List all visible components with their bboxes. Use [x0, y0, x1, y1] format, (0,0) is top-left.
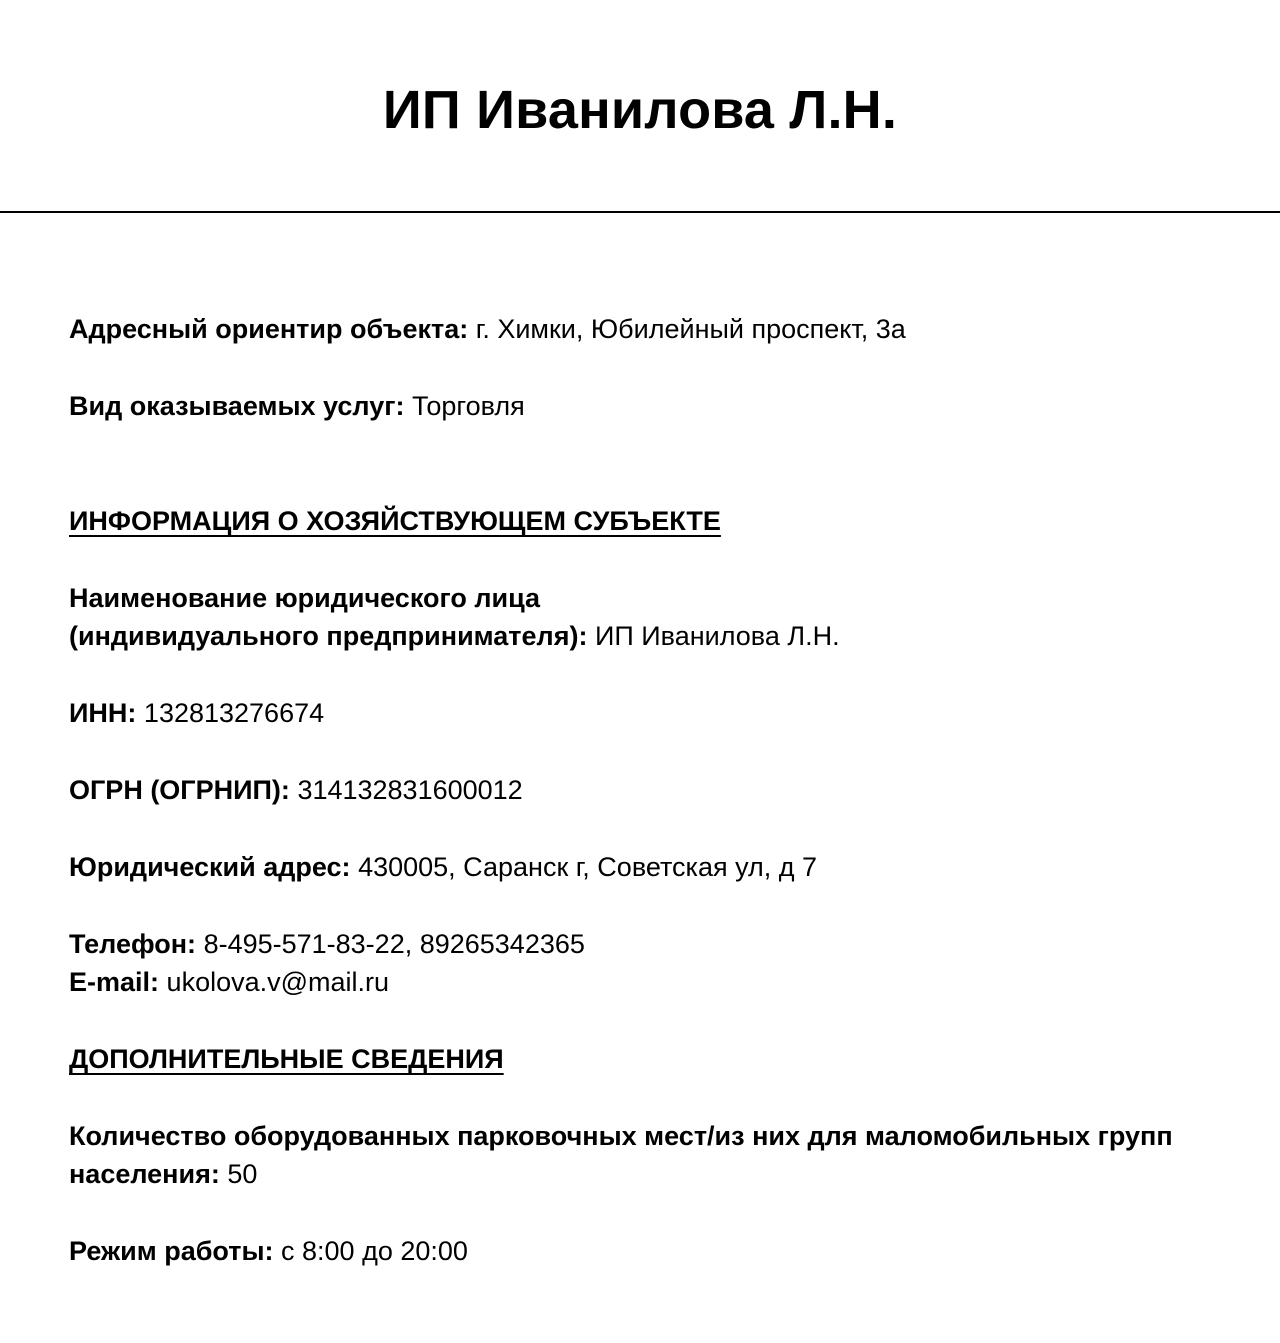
- email-row: [69, 963, 389, 1001]
- parking-label-line1-row: [69, 1117, 1173, 1155]
- service-type-label: Вид оказываемых услуг:: [69, 391, 405, 421]
- additional-section-heading-row: [69, 1040, 504, 1078]
- parking-label-line1: Количество оборудованных парковочных мест/из них для маломобильных групп: [69, 1121, 1173, 1151]
- service-type-row: [69, 387, 525, 425]
- ogrn-value: 314132831600012: [297, 775, 523, 805]
- page-title: ИП Иванилова Л.Н.: [382, 80, 898, 140]
- entity-name-row: [69, 617, 840, 655]
- parking-value: 50: [227, 1159, 258, 1189]
- entity-name-label-line1-row: [69, 579, 540, 617]
- object-address-label: Адресный ориентир объекта:: [69, 314, 469, 344]
- phone-row: [69, 925, 585, 963]
- object-address-row: [69, 310, 906, 348]
- legal-address-label: Юридический адрес:: [69, 852, 351, 882]
- legal-address-value: 430005, Саранск г, Советская ул, д 7: [358, 852, 818, 882]
- ogrn-label: ОГРН (ОГРНИП):: [69, 775, 290, 805]
- email-label: E-mail:: [69, 967, 160, 997]
- inn-value: 132813276674: [143, 698, 325, 728]
- inn-label: ИНН:: [69, 698, 137, 728]
- working-hours-label: Режим работы:: [69, 1236, 274, 1266]
- parking-row: [69, 1155, 257, 1193]
- header-divider: [0, 211, 1280, 213]
- legal-address-row: [69, 848, 817, 886]
- entity-section-heading: ИНФОРМАЦИЯ О ХОЗЯЙСТВУЮЩЕМ СУБЪЕКТЕ: [69, 506, 721, 536]
- entity-section-heading-row: [69, 502, 721, 540]
- working-hours-value: с 8:00 до 20:00: [281, 1236, 468, 1266]
- phone-value: 8-495-571-83-22, 89265342365: [203, 929, 585, 959]
- parking-label-line2: населения:: [69, 1159, 220, 1189]
- title-block: [0, 72, 1280, 148]
- entity-name-label-line1: Наименование юридического лица: [69, 583, 541, 613]
- object-address-value: г. Химки, Юбилейный проспект, 3а: [475, 314, 906, 344]
- phone-label: Телефон:: [69, 929, 197, 959]
- entity-name-value: ИП Иванилова Л.Н.: [594, 621, 840, 651]
- ogrn-row: [69, 771, 523, 809]
- additional-section-heading: ДОПОЛНИТЕЛЬНЫЕ СВЕДЕНИЯ: [69, 1044, 504, 1074]
- working-hours-row: [69, 1232, 468, 1270]
- service-type-value: Торговля: [411, 391, 525, 421]
- inn-row: [69, 694, 324, 732]
- entity-name-label-line2: (индивидуального предпринимателя):: [69, 621, 588, 651]
- email-value: ukolova.v@mail.ru: [166, 967, 390, 997]
